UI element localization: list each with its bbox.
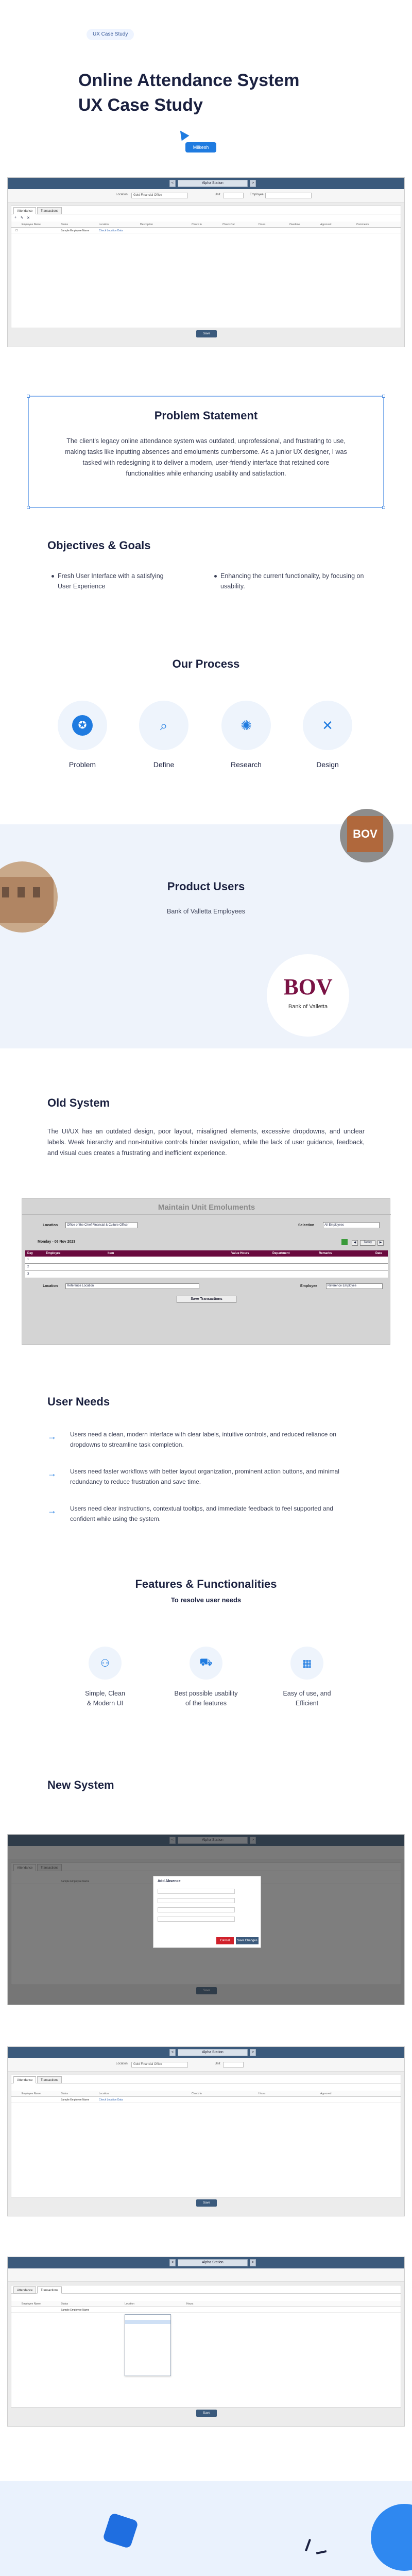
user-need-item: Users need faster workflows with better layout organization, prominent action buttons, and minimal redundancy to reduce frustration and save time. (70, 1468, 339, 1485)
modal-field[interactable] (158, 1898, 235, 1903)
objective-item (58, 571, 171, 591)
old-col-department: Department (272, 1252, 290, 1255)
cube-decoration (102, 2513, 139, 2549)
old-prev-button[interactable]: ◀ (352, 1240, 358, 1246)
cursor-label: Milkesh (185, 142, 216, 152)
col-hours: Hours (186, 2302, 194, 2306)
col-description: Description (140, 223, 153, 226)
col-location: Location (125, 2302, 134, 2306)
feature-simple-ui (89, 1647, 122, 1680)
delete-icon[interactable]: ✕ (27, 216, 30, 220)
corner-handle (27, 395, 30, 398)
problem-statement-card (28, 396, 384, 508)
old-location-footer-select[interactable]: Reference Location (65, 1283, 199, 1289)
objective-text: Enhancing the current functionality, by focusing on usability. (220, 572, 364, 590)
case-study-tag: UX Case Study (87, 29, 134, 40)
compass-icon: ✪ (72, 715, 93, 736)
feature-efficient (290, 1647, 323, 1680)
add-icon[interactable]: + (14, 216, 17, 219)
mock-content (11, 2075, 401, 2197)
user-need-item: Users need a clean, modern interface with clear labels, intuitive controls, and reduced reliance on dropdowns to streamline task completion. (70, 1431, 336, 1448)
old-save-button[interactable]: Save Transactions (177, 1296, 236, 1303)
old-col-employee: Employee (46, 1252, 61, 1255)
filter-location-label: Location (116, 193, 128, 196)
problem-heading: Problem Statement (154, 409, 258, 422)
filter-location-select[interactable]: Gold Financial Office (131, 2062, 188, 2067)
people-icon: ⚇ (100, 1658, 110, 1669)
new-system-mockup-attendance (7, 2046, 405, 2216)
old-row-num: 3 (27, 1273, 29, 1276)
mock-toolbar (11, 214, 401, 222)
spark-decoration (305, 2539, 311, 2551)
modal-field[interactable] (158, 1917, 235, 1922)
nav-next-button[interactable]: > (250, 180, 256, 187)
feature-label (271, 1689, 343, 1708)
old-row-num: 1 (27, 1258, 29, 1261)
corner-handle (382, 395, 385, 398)
process-step-research (221, 701, 271, 750)
edit-icon[interactable]: ✎ (21, 216, 24, 220)
old-system-heading: Old System (47, 1096, 110, 1109)
table-row[interactable] (11, 228, 401, 233)
nav-next-button[interactable]: > (250, 2259, 256, 2266)
col-status: Status (61, 2302, 68, 2306)
calendar-icon[interactable] (341, 1239, 348, 1245)
nav-station-select[interactable]: Alpha Station (178, 180, 248, 187)
hero-section (0, 0, 412, 355)
objective-text: Fresh User Interface with a satisfying User Experience (58, 572, 164, 590)
col-approved: Approved (320, 2092, 332, 2095)
modal-field[interactable] (158, 1907, 235, 1912)
old-col-remarks: Remarks (319, 1252, 332, 1255)
row-employee: Sample Employee Name (61, 2098, 90, 2102)
tab-transactions[interactable]: Transactions (37, 2076, 62, 2083)
filter-unit-select[interactable] (223, 193, 244, 198)
problem-body: The client's legacy online attendance system was outdated, unprofessional, and frustrating to use, making tasks like inputting absences and emoluments cumbersome. As a junior UX designer, I was tasked with redesigning it to deliver a modern, user-friendly interface that retained core functionalities while enhancing usability and satisfaction. (65, 437, 347, 477)
mock-filter-bar (8, 2268, 404, 2282)
old-table-header (25, 1250, 388, 1257)
save-button[interactable]: Save (196, 2199, 217, 2207)
mock-footer (8, 328, 404, 338)
process-label: Define (153, 760, 175, 769)
feature-line: of the features (185, 1700, 227, 1707)
filter-unit-label: Unit (215, 193, 220, 196)
col-overtime: Overtime (289, 223, 300, 226)
search-doc-icon: ⌕ (160, 718, 168, 733)
row-location-link[interactable]: Check Location Data (99, 229, 123, 232)
col-hours: Hours (259, 223, 266, 226)
old-today-button[interactable]: Today (360, 1240, 375, 1246)
table-header (11, 222, 401, 228)
process-step-define (139, 701, 188, 750)
tab-transactions[interactable]: Transactions (37, 2286, 62, 2294)
features-subtitle: To resolve user needs (170, 1596, 242, 1604)
process-step-design (303, 701, 352, 750)
old-location-footer-label: Location (43, 1284, 58, 1288)
col-approved: Approved (320, 223, 332, 226)
col-check-in: Check In (192, 2092, 202, 2095)
calendar-icon: ▦ (302, 1658, 312, 1669)
col-location: Location (99, 2092, 109, 2095)
table-row[interactable] (11, 2307, 401, 2313)
col-employee: Employee Name (22, 223, 41, 226)
table-row[interactable] (25, 1264, 388, 1271)
page-title (78, 68, 346, 117)
col-employee: Employee Name (22, 2302, 41, 2306)
title-line-1: Online Attendance System (78, 71, 300, 90)
old-system-screenshot (22, 1198, 390, 1345)
cursor-icon (176, 128, 189, 141)
users-heading: Product Users (167, 880, 245, 893)
tab-attendance[interactable]: Attendance (13, 2286, 36, 2294)
save-button[interactable]: Save (196, 2410, 217, 2417)
bov-logo (267, 954, 349, 1037)
mock-top-bar (8, 2047, 404, 2058)
feature-line: & Modern UI (87, 1700, 124, 1707)
process-label: Design (316, 760, 339, 769)
table-header (11, 2301, 401, 2307)
thank-you-section (0, 2481, 412, 2576)
filter-location-label: Location (116, 2062, 128, 2065)
bullet-icon (52, 575, 54, 578)
location-dropdown-menu[interactable] (125, 2314, 171, 2376)
col-hours: Hours (259, 2092, 266, 2095)
col-check-out: Check Out (222, 223, 235, 226)
filter-unit-label: Unit (215, 2062, 220, 2065)
spark-decoration (316, 2550, 327, 2554)
features-heading: Features & Functionalities (135, 1578, 277, 1590)
tab-attendance[interactable]: Attendance (13, 2076, 36, 2083)
modal-field[interactable] (158, 1889, 235, 1894)
add-absence-modal (153, 1876, 261, 1948)
divider (22, 1214, 391, 1215)
mock-tabs (11, 206, 401, 214)
col-comments: Comments (356, 223, 369, 226)
new-system-heading: New System (47, 1778, 114, 1791)
old-col-day: Day (27, 1252, 33, 1255)
dropdown-highlight[interactable] (125, 2320, 170, 2324)
feature-usability (190, 1647, 222, 1680)
col-location: Location (99, 223, 109, 226)
bulb-icon: ✺ (241, 718, 252, 733)
ring-decoration (371, 2504, 412, 2571)
feature-label (170, 1689, 242, 1708)
bov-sign-photo (340, 809, 393, 862)
col-status: Status (61, 2092, 68, 2095)
process-label: Problem (68, 760, 96, 769)
old-next-button[interactable]: ▶ (377, 1240, 384, 1246)
old-col-hours: Value Hours (231, 1252, 249, 1255)
process-heading: Our Process (172, 657, 240, 670)
users-subtitle: Bank of Valletta Employees (167, 908, 245, 915)
old-col-date: Date (375, 1252, 383, 1255)
nav-station-select[interactable]: Alpha Station (178, 2259, 248, 2266)
objectives-heading: Objectives & Goals (47, 539, 151, 552)
row-employee: Sample Employee Name (61, 229, 90, 232)
filter-employee-label: Employee (250, 193, 264, 196)
feature-label (69, 1689, 141, 1708)
row-location-link[interactable]: Check Location Data (99, 2098, 123, 2102)
process-label: Research (231, 760, 262, 769)
feature-line: Best possible usability (174, 1690, 238, 1697)
corner-handle (27, 506, 30, 509)
mock-tabs (11, 2285, 401, 2294)
mock-footer (8, 2408, 404, 2418)
old-selection-label: Selection (298, 1224, 315, 1227)
process-step-problem (58, 701, 107, 750)
arrow-right-icon: → (47, 1431, 57, 1442)
col-status: Status (61, 223, 68, 226)
arrow-right-icon: → (47, 1468, 57, 1479)
row-employee: Sample Employee Name (61, 2309, 90, 2312)
mock-content (11, 206, 401, 328)
mock-top-bar (8, 178, 404, 189)
mock-tabs (11, 2075, 401, 2083)
modal-save-button[interactable]: Save Changes (236, 1937, 259, 1944)
feature-line: Efficient (295, 1700, 319, 1707)
mock-top-bar (8, 2257, 404, 2268)
mock-content (11, 2285, 401, 2408)
table-row[interactable] (25, 1271, 388, 1278)
save-button[interactable]: Save (196, 330, 217, 337)
nav-prev-button[interactable]: < (169, 2049, 176, 2056)
bov-sign: BOV (347, 816, 383, 852)
mock-footer (8, 2197, 404, 2208)
old-location-label: Location (43, 1224, 58, 1227)
feature-line: Easy of use, and (283, 1690, 331, 1697)
title-line-2: UX Case Study (78, 95, 203, 115)
modal-cancel-button[interactable]: Cancel (216, 1937, 234, 1944)
user-needs-heading: User Needs (47, 1395, 110, 1408)
mock-filter-bar (8, 189, 404, 202)
old-date-label: Monday - 06 Nov 2023 (38, 1240, 76, 1244)
filter-employee-select[interactable] (265, 193, 312, 198)
bov-logo-sub: Bank of Valletta (288, 1004, 328, 1010)
nav-prev-button[interactable]: < (169, 180, 176, 187)
row-checkbox[interactable]: ☐ (15, 229, 18, 232)
arrow-right-icon: → (47, 1505, 57, 1516)
old-employee-footer-label: Employee (300, 1284, 318, 1288)
modal-title: Add Absence (158, 1879, 181, 1883)
design-tools-icon: ✕ (322, 718, 333, 733)
old-employee-footer-select[interactable]: Reference Employee (326, 1283, 383, 1289)
bullet-icon (214, 575, 217, 578)
user-need-item: Users need clear instructions, contextual tooltips, and immediate feedback to feel supported and confident while using the system. (70, 1505, 333, 1522)
mock-filter-bar (8, 2058, 404, 2072)
filter-unit-select[interactable] (223, 2062, 244, 2067)
col-employee: Employee Name (22, 2092, 41, 2095)
tab-attendance[interactable]: Attendance (13, 207, 36, 214)
objective-item (220, 571, 365, 591)
nav-station-select[interactable]: Alpha Station (178, 2049, 248, 2056)
hero-app-mockup (7, 177, 405, 347)
old-system-body: The UI/UX has an outdated design, poor layout, misaligned elements, excessive dropdowns, and unclear labels. Weak hierarchy and non-intuitive controls hinder navigation, while the lack of user guidance, feedback, and visual cues creates a frustrating and inefficient experience. (47, 1128, 365, 1157)
filter-location-select[interactable]: Gold Financial Office (131, 193, 188, 198)
old-col-item: Item (108, 1252, 114, 1255)
corner-handle (382, 506, 385, 509)
nav-prev-button[interactable]: < (169, 2259, 176, 2266)
new-system-mockup-transactions (7, 2257, 405, 2427)
product-users-section (0, 824, 412, 1048)
old-row-num: 2 (27, 1265, 29, 1268)
car-icon: ⛟ (199, 1657, 213, 1668)
table-row[interactable] (25, 1257, 388, 1264)
col-check-in: Check In (192, 223, 202, 226)
old-location-select[interactable]: Office of the Chief Financial & Culture Officer (65, 1222, 138, 1228)
table-row[interactable] (11, 2097, 401, 2103)
nav-next-button[interactable]: > (250, 2049, 256, 2056)
new-system-mockup-modal (7, 1834, 405, 2005)
table-header (11, 2091, 401, 2097)
old-screen-title: Maintain Unit Emoluments (158, 1203, 255, 1212)
bov-logo-text: BOV (283, 974, 333, 999)
tab-transactions[interactable]: Transactions (37, 207, 62, 214)
old-selection-select[interactable]: All Employees (323, 1222, 380, 1228)
feature-line: Simple, Clean (85, 1690, 125, 1697)
